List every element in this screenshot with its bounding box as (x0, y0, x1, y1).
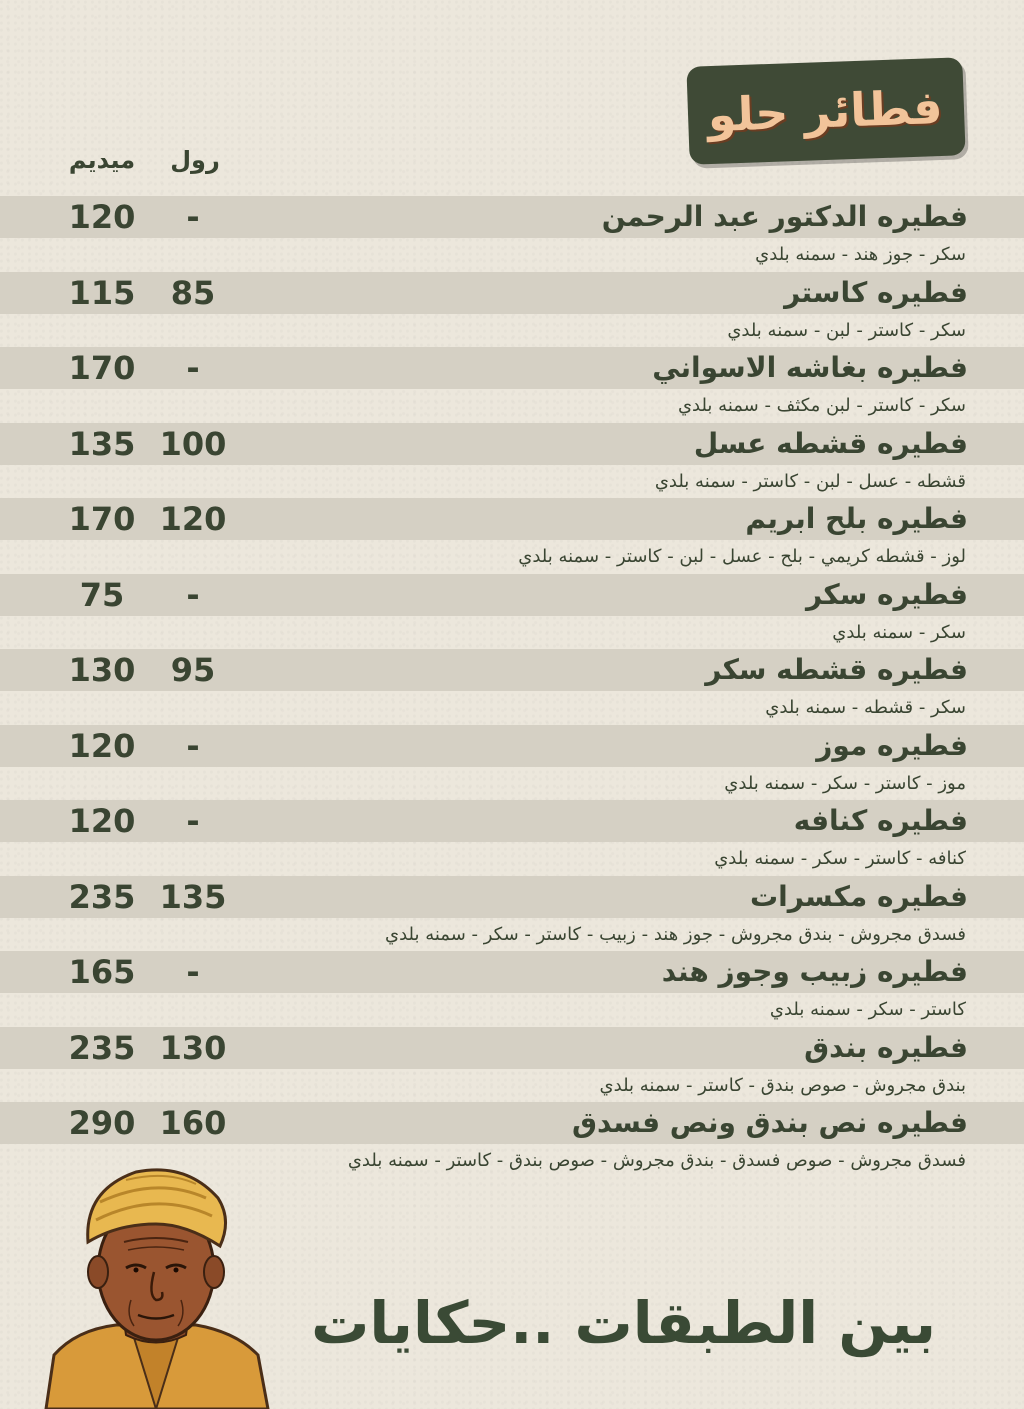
menu-item (0, 649, 1024, 725)
item-description: فسدق مجروش - صوص فسدق - بندق مجروش - صوص بندق - كاستر - سمنه بلدي (347, 1150, 966, 1171)
item-price-medium: 170 (68, 500, 136, 538)
menu-item (0, 800, 1024, 876)
item-price-medium: 120 (68, 726, 136, 765)
item-description: كاستر - سكر - سمنه بلدي (769, 999, 966, 1020)
item-name: فطيره كاستر (784, 275, 968, 309)
elderly-man-portrait (36, 1150, 276, 1409)
item-price-medium: 170 (68, 349, 136, 387)
item-price-medium: 120 (68, 802, 136, 840)
menu-list (0, 196, 1024, 1178)
menu-item (0, 574, 1024, 650)
item-name: فطيره بندق (804, 1030, 968, 1064)
tagline: بين الطبقات ..حكايات (311, 1289, 936, 1357)
item-description: كنافه - كاستر - سكر - سمنه بلدي (714, 848, 966, 869)
item-price-roll: 160 (159, 1104, 227, 1142)
menu-item (0, 1027, 1024, 1103)
item-price-roll: - (186, 349, 200, 387)
item-description: سكر - سمنه بلدي (832, 621, 966, 643)
item-name: فطيره بلح ابريم (745, 502, 968, 535)
item-price-medium: 235 (68, 877, 136, 916)
item-description: سكر - كاستر - لبن مكثف - سمنه بلدي (677, 395, 966, 416)
item-price-roll: 95 (170, 651, 216, 689)
item-price-roll: - (186, 575, 200, 614)
item-description: موز - كاستر - سكر - سمنه بلدي (724, 772, 966, 794)
item-name: فطيره مكسرات (750, 879, 968, 913)
item-name: فطيره قشطه سكر (705, 653, 968, 686)
item-price-roll: 130 (159, 1028, 227, 1067)
menu-item (0, 196, 1024, 272)
item-price-medium: 115 (68, 273, 136, 312)
item-price-roll: - (186, 726, 200, 765)
item-price-medium: 120 (68, 198, 136, 236)
menu-item (0, 951, 1024, 1027)
menu-item (0, 498, 1024, 574)
item-price-roll: 100 (159, 424, 227, 463)
item-description: سكر - قشطه - سمنه بلدي (765, 697, 966, 718)
menu-item (0, 347, 1024, 423)
item-price-roll: - (186, 802, 200, 840)
item-price-roll: 135 (159, 877, 227, 916)
item-description: فسدق مجروش - بندق مجروش - جوز هند - زبيب - كاستر - سكر - سمنه بلدي (385, 923, 966, 945)
item-price-roll: - (186, 953, 200, 991)
item-description: سكر - جوز هند - سمنه بلدي (755, 244, 966, 265)
item-price-roll: 85 (170, 273, 216, 312)
item-price-medium: 235 (68, 1028, 136, 1067)
item-price-medium: 130 (68, 651, 136, 689)
menu-title: فطائر حلو (706, 79, 944, 143)
menu-item (0, 272, 1024, 348)
item-description: قشطه - عسل - لبن - كاستر - سمنه بلدي (654, 470, 966, 492)
item-name: فطيره زبيب وجوز هند (661, 955, 968, 988)
menu-item (0, 725, 1024, 801)
item-description: سكر - كاستر - لبن - سمنه بلدي (727, 319, 966, 341)
item-name: فطيره موز (816, 728, 968, 762)
item-name: فطيره نص بندق ونص فسدق (572, 1106, 968, 1139)
column-header-roll: رول (170, 146, 220, 174)
item-price-roll: 120 (159, 500, 227, 538)
item-price-medium: 135 (68, 424, 136, 463)
item-description: بندق مجروش - صوص بندق - كاستر - سمنه بلدي (599, 1074, 966, 1096)
item-price-roll: - (186, 198, 200, 236)
item-price-medium: 290 (68, 1104, 136, 1142)
menu-item (0, 876, 1024, 952)
column-header-medium: ميديم (68, 146, 136, 174)
item-name: فطيره سكر (806, 577, 968, 611)
item-name: فطيره الدكتور عبد الرحمن (601, 200, 968, 233)
item-price-medium: 165 (68, 953, 136, 991)
item-name: فطيره كنافه (793, 804, 968, 837)
item-description: لوز - قشطه كريمي - بلح - عسل - لبن - كاستر - سمنه بلدي (518, 546, 966, 567)
item-name: فطيره قشطه عسل (693, 426, 968, 460)
item-name: فطيره بغاشه الاسواني (652, 351, 968, 384)
menu-item (0, 423, 1024, 499)
item-price-medium: 75 (79, 575, 125, 614)
